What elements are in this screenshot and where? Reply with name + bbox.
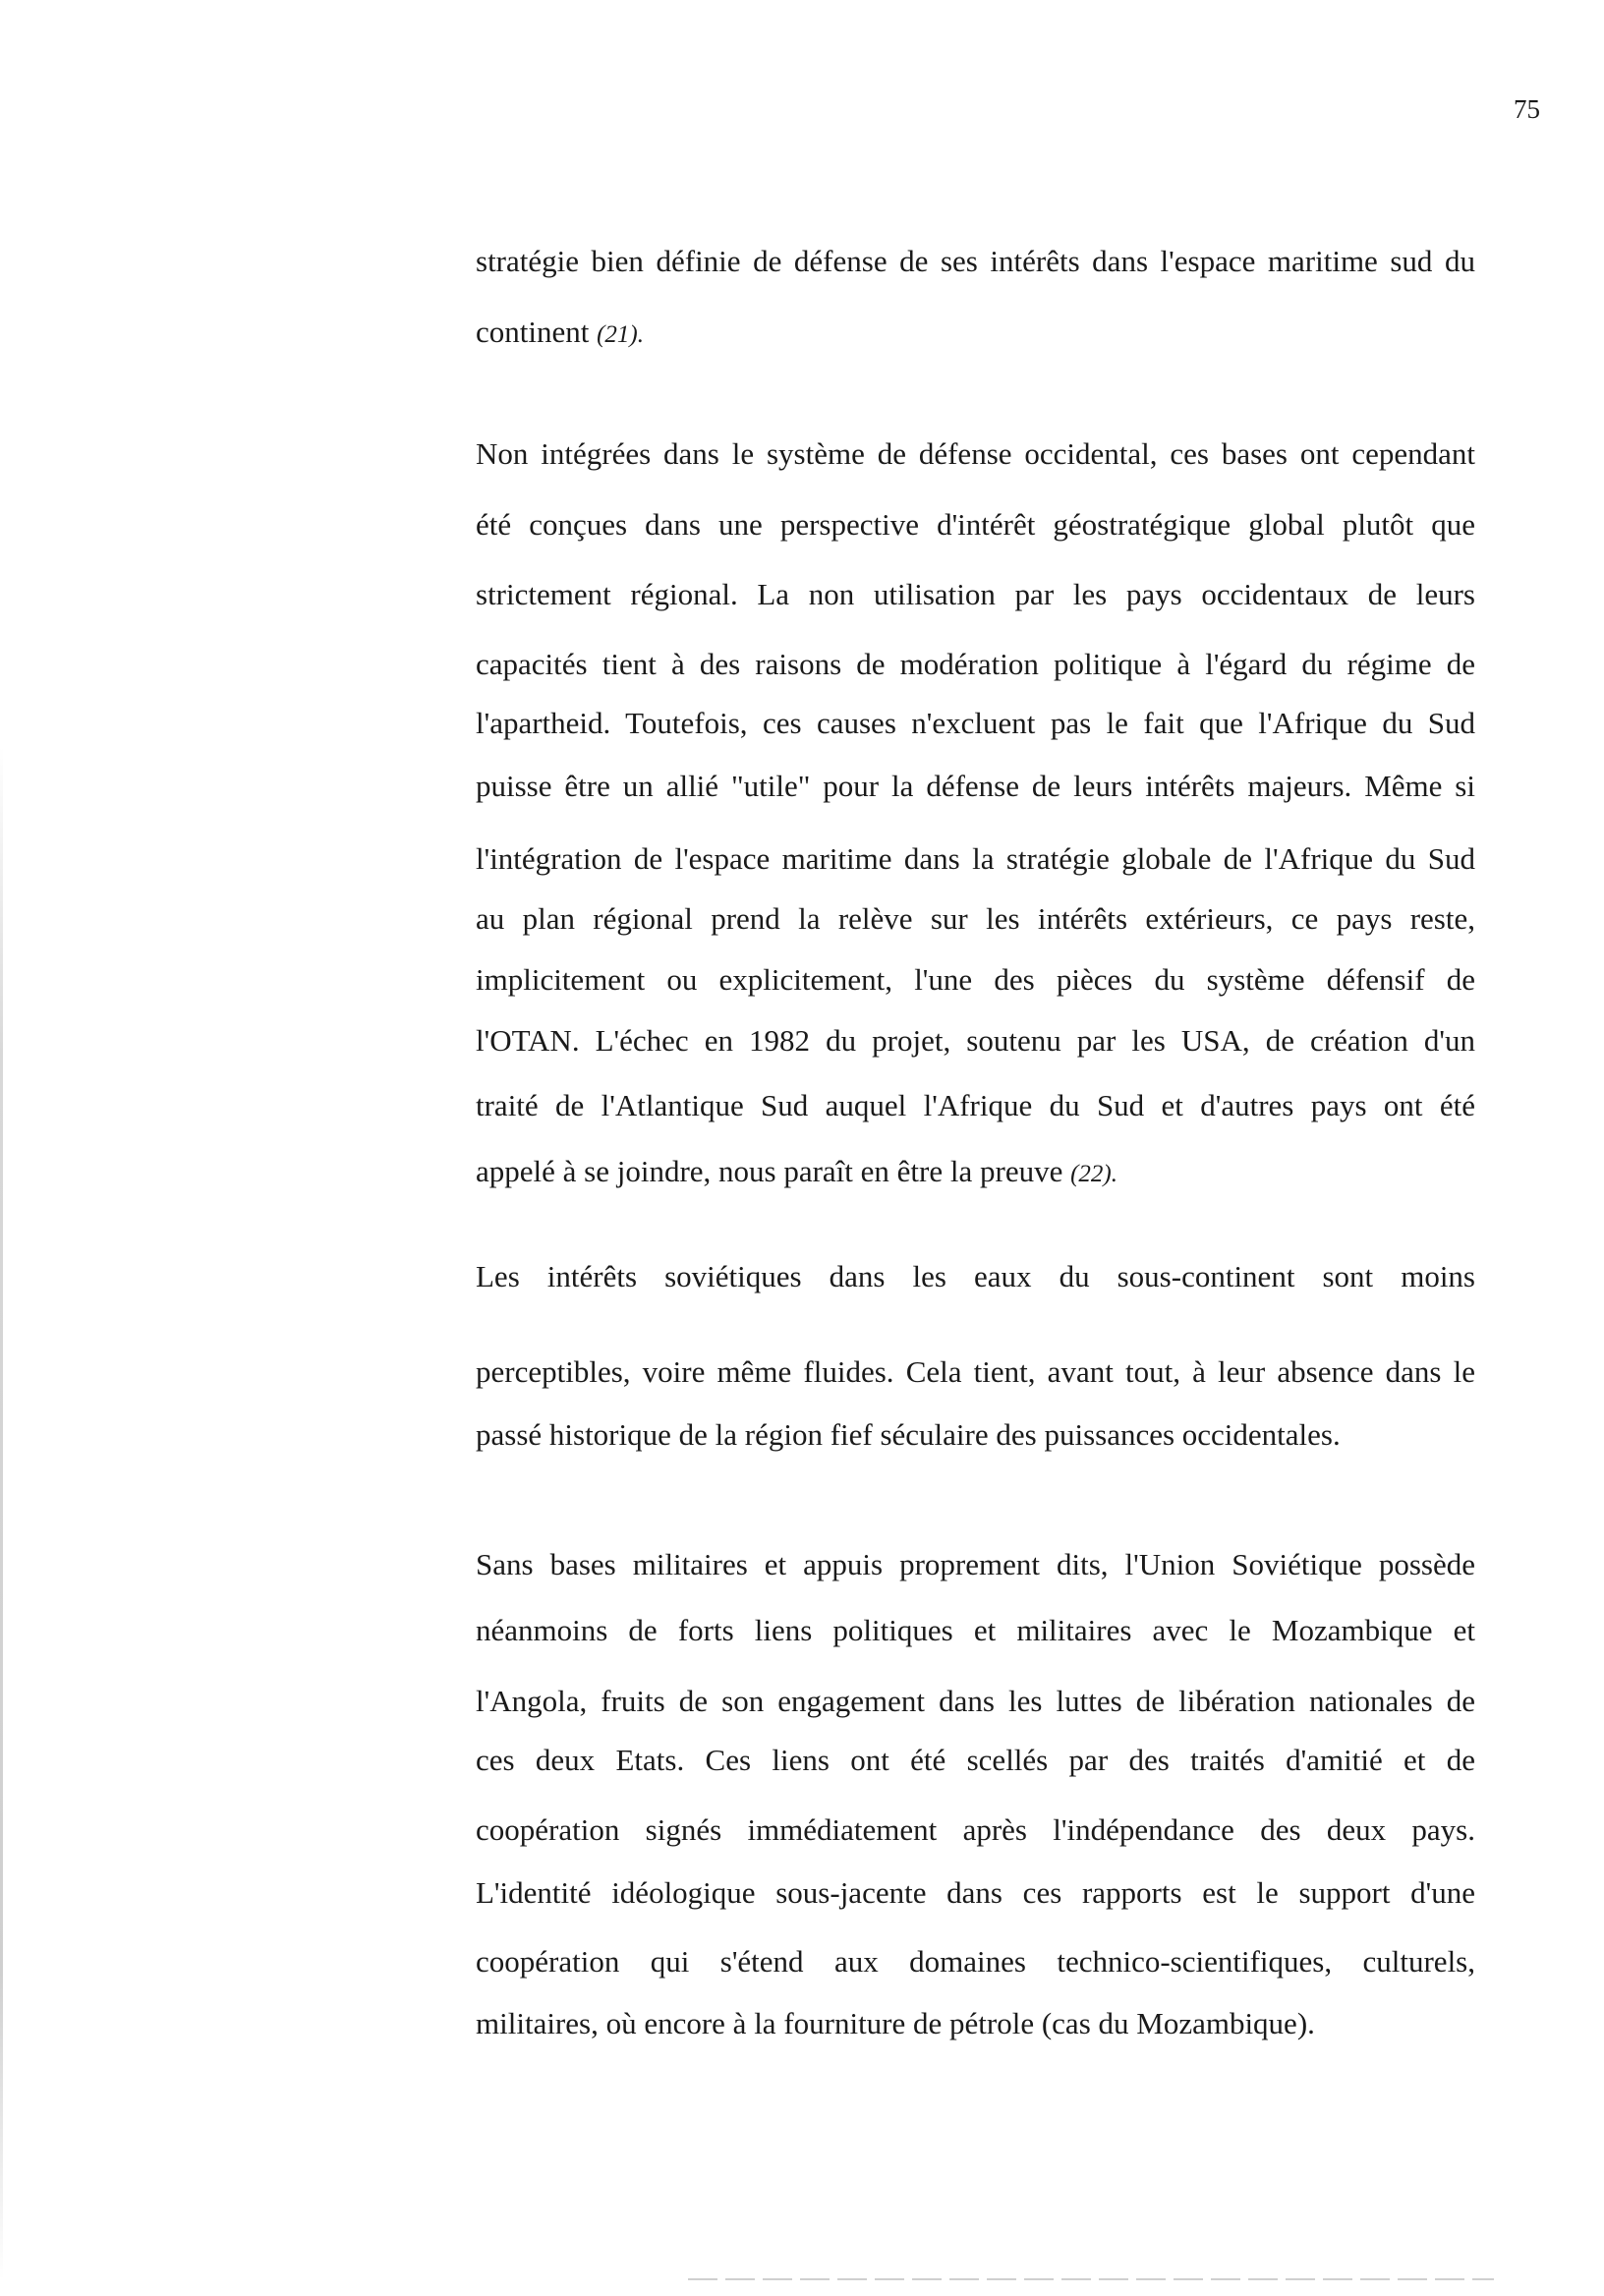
text-line: l'intégration de l'espace maritime dans la stratégie globale de l'Afrique du Sud (476, 841, 1475, 876)
text-line: l'Angola, fruits de son engagement dans les luttes de libération nationales de (476, 1684, 1475, 1718)
scan-edge-bottom (688, 2278, 1494, 2280)
page-number: 75 (1514, 94, 1540, 124)
text-line: strictement régional. La non utilisation par les pays occidentaux de leurs (476, 577, 1475, 611)
text-line: continent (21). (476, 315, 645, 349)
text-line: Sans bases militaires et appuis proprement dits, l'Union Soviétique possède (476, 1547, 1475, 1581)
text-line: stratégie bien définie de défense de ses intérêts dans l'espace maritime sud du (476, 244, 1475, 278)
text-line: traité de l'Atlantique Sud auquel l'Afrique du Sud et d'autres pays ont été (476, 1088, 1475, 1122)
text-line: implicitement ou explicitement, l'une des pièces du système défensif de (476, 962, 1475, 997)
text-line: Non intégrées dans le système de défense occidental, ces bases ont cependant (476, 436, 1475, 471)
text-line: passé historique de la région fief séculaire des puissances occidentales. (476, 1417, 1341, 1452)
text-line: au plan régional prend la relève sur les intérêts extérieurs, ce pays reste, (476, 901, 1475, 936)
scan-edge-left (0, 747, 3, 2280)
text-line: néanmoins de forts liens politiques et militaires avec le Mozambique et (476, 1613, 1475, 1647)
text-line: puisse être un allié "utile" pour la défense de leurs intérêts majeurs. Même si (476, 769, 1475, 803)
text-line: été conçues dans une perspective d'intérêt géostratégique global plutôt que (476, 507, 1475, 542)
footnote-ref: (22). (1070, 1161, 1117, 1187)
text-line: coopération signés immédiatement après l'indépendance des deux pays. (476, 1812, 1475, 1847)
text-line: appelé à se joindre, nous paraît en être la preuve (22). (476, 1154, 1117, 1188)
text-line: capacités tient à des raisons de modération politique à l'égard du régime de (476, 647, 1475, 681)
text-line: l'apartheid. Toutefois, ces causes n'excluent pas le fait que l'Afrique du Sud (476, 706, 1475, 740)
text-line: L'identité idéologique sous-jacente dans ces rapports est le support d'une (476, 1875, 1475, 1910)
footnote-ref: (21). (597, 321, 645, 348)
text-line: l'OTAN. L'échec en 1982 du projet, soutenu par les USA, de création d'un (476, 1023, 1475, 1058)
text-line: coopération qui s'étend aux domaines technico-scientifiques, culturels, (476, 1944, 1475, 1979)
text-line: Les intérêts soviétiques dans les eaux du sous-continent sont moins (476, 1259, 1475, 1293)
text-line: perceptibles, voire même fluides. Cela tient, avant tout, à leur absence dans le (476, 1354, 1475, 1389)
text-line: militaires, où encore à la fourniture de pétrole (cas du Mozambique). (476, 2006, 1315, 2040)
text-line: ces deux Etats. Ces liens ont été scellés par des traités d'amitié et de (476, 1743, 1475, 1777)
